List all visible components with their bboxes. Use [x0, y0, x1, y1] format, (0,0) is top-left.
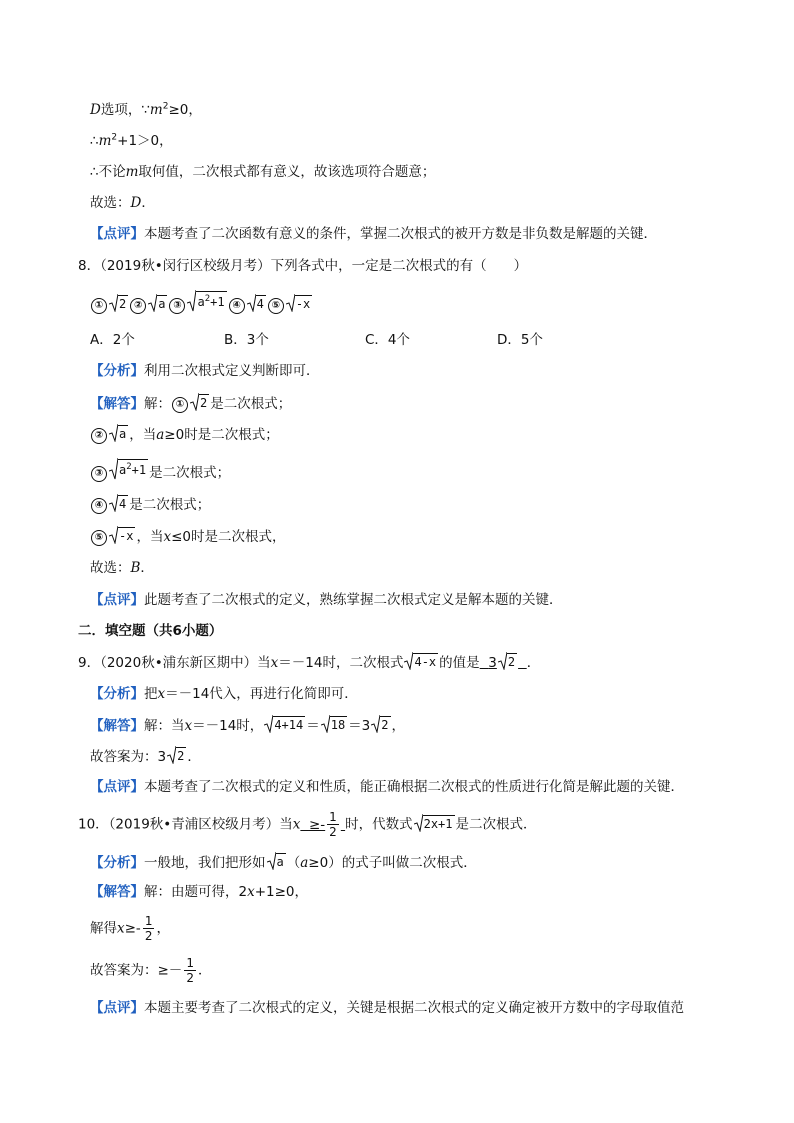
radical	[109, 294, 128, 312]
question-number: 10．	[78, 816, 109, 833]
question-text: （2020秋•浦东新区期中）当	[100, 655, 271, 671]
comment-tag: 【点评】	[90, 779, 144, 795]
text: 故选：	[90, 560, 131, 576]
radicand: 2x+1	[423, 816, 453, 831]
comment-tag: 【点评】	[90, 1000, 144, 1016]
solution-line	[90, 715, 405, 736]
section-title: 二．填空题（共6小题）	[78, 623, 223, 639]
text: 把	[144, 686, 158, 702]
text: +1＞0，	[117, 133, 173, 149]
radicand: 2	[200, 396, 208, 410]
radical	[267, 852, 286, 870]
radical	[498, 652, 517, 670]
section-header	[78, 621, 222, 641]
variable: x	[184, 718, 193, 734]
exponent: 2	[111, 132, 118, 143]
radical	[109, 526, 135, 544]
radical-sign-icon	[371, 715, 380, 733]
numerator: 1	[144, 914, 153, 928]
radical	[109, 458, 148, 480]
text: ＝－14时，	[192, 718, 264, 734]
variable: x	[163, 529, 172, 545]
exponent: 2	[204, 294, 211, 304]
radicand: a	[276, 855, 284, 869]
radicand: 18	[330, 718, 346, 732]
analysis-tag: 【分析】	[90, 686, 144, 702]
option-d	[497, 330, 543, 350]
text: 的值是	[439, 655, 480, 671]
radicand: 2	[381, 718, 389, 732]
d-option-line	[90, 100, 202, 120]
radicand	[118, 459, 148, 480]
text: 一般地，我们把形如	[144, 855, 266, 871]
therefore-line-1	[90, 131, 173, 151]
question-number: 8．	[78, 258, 101, 274]
radicand	[196, 291, 226, 312]
item-number: ⑤	[268, 298, 284, 314]
comment-text: 本题主要考查了二次根式的定义，关键是根据二次根式的定义确定被开方数中的字母取值范	[144, 1000, 684, 1016]
radical	[286, 294, 312, 312]
solution-tag: 【解答】	[90, 396, 144, 412]
solution-item-4	[90, 494, 210, 515]
text: 故答案为：3	[90, 749, 167, 765]
solution-tag: 【解答】	[90, 884, 144, 900]
text: ．	[141, 195, 155, 211]
item-number: ②	[91, 428, 107, 444]
radical-sign-icon	[109, 294, 118, 312]
fraction	[184, 956, 196, 985]
radical-sign-icon	[404, 652, 413, 670]
text: 取何值，二次根式都有意义，故该选项符合题意；	[138, 164, 436, 180]
solution-tag: 【解答】	[90, 718, 144, 734]
analysis-line	[90, 684, 358, 704]
variable: m	[149, 102, 163, 118]
text: 是二次根式；	[129, 497, 211, 513]
text: ，	[391, 718, 405, 734]
text: 是二次根式；	[210, 396, 292, 412]
item-number: ④	[91, 498, 107, 514]
radical-sign-icon	[267, 852, 276, 870]
item-number: ①	[172, 397, 188, 413]
text: 是二次根式．	[455, 816, 537, 833]
text: ，当	[129, 427, 157, 443]
text: ∴不论	[90, 164, 126, 180]
text: ，当	[136, 529, 164, 545]
solution-item-2	[90, 424, 279, 445]
radical	[109, 494, 128, 512]
option-a	[90, 330, 135, 350]
radical	[414, 814, 455, 832]
variable: x	[270, 655, 279, 671]
option-c-label: C．4个	[365, 332, 411, 348]
option-a-label: A．2个	[90, 332, 135, 348]
therefore-symbol: ∴	[90, 133, 99, 149]
analysis-line	[90, 361, 320, 381]
answer-text: ≥-	[308, 816, 326, 833]
comment-line	[90, 777, 684, 797]
option-b	[224, 330, 269, 350]
solve-line	[90, 914, 170, 943]
text: ．	[526, 655, 541, 671]
radical	[371, 715, 390, 733]
text: 选项，∵	[100, 102, 150, 118]
radicand: 2	[177, 749, 185, 763]
variable: x	[292, 816, 301, 833]
radical-sign-icon	[109, 458, 118, 480]
analysis-tag: 【分析】	[90, 855, 144, 871]
radical-sign-icon	[148, 294, 157, 312]
radical	[187, 290, 226, 312]
solution-item-5	[90, 526, 285, 547]
radical-sign-icon	[414, 814, 423, 832]
solution-line	[90, 882, 308, 902]
text: ．	[140, 560, 154, 576]
radical	[247, 294, 266, 312]
option-d-label: D．5个	[497, 332, 543, 348]
radicand: a	[158, 297, 166, 311]
exponent: 2	[126, 462, 132, 472]
text: 时，代数式	[345, 816, 413, 833]
comment-text: 本题考查了二次函数有意义的条件，掌握二次根式的被开方数是非负数是解题的关键．	[144, 226, 657, 242]
radical-sign-icon	[286, 294, 295, 312]
radical-sign-icon	[167, 746, 176, 764]
radicand: a	[119, 427, 127, 441]
text: 解得	[90, 920, 117, 937]
answer-line	[90, 746, 201, 767]
text: ，	[156, 920, 170, 937]
text: 解：由题可得，2	[144, 884, 248, 900]
text: ＝	[306, 718, 320, 734]
comment-text: 此题考查了二次根式的定义，熟练掌握二次根式定义是解本题的关键．	[144, 592, 563, 608]
analysis-text: 利用二次根式定义判断即可．	[144, 363, 320, 379]
radical	[167, 746, 186, 764]
radicand: -x	[119, 529, 134, 543]
text: 解：	[144, 396, 171, 412]
text: ＝－14代入，再进行化简即可．	[165, 686, 358, 702]
radical-sign-icon	[264, 715, 273, 733]
question-text: （2019秋•闵行区校级月考）下列各式中，一定是二次根式的有（ ）	[100, 258, 528, 274]
answer-coefficient: 3	[488, 655, 497, 671]
variable: x	[247, 884, 255, 900]
text: 故选：	[90, 195, 131, 211]
radical	[264, 715, 305, 733]
variable: m	[125, 164, 139, 180]
radical	[190, 393, 209, 411]
text: 是二次根式；	[149, 465, 231, 481]
variable: a	[300, 855, 309, 871]
comment-line	[90, 590, 563, 610]
analysis-line	[90, 852, 477, 873]
answer-letter: D	[130, 195, 142, 211]
denominator: 2	[186, 971, 194, 985]
text: ．	[197, 962, 212, 979]
item-number: ③	[169, 298, 185, 314]
radicand: 4+14	[274, 718, 304, 732]
text: 故答案为：≥－	[90, 962, 183, 979]
answer-line	[90, 193, 155, 213]
item-number: ⑤	[91, 530, 107, 546]
text: ≤0时是二次根式，	[171, 529, 286, 545]
radicand: 4-x	[414, 655, 437, 669]
text: ＝3	[348, 718, 371, 734]
item-number: ①	[91, 298, 107, 314]
text: ≥-	[124, 920, 141, 937]
comment-tag: 【点评】	[90, 592, 144, 608]
text: ≥0时是二次根式；	[164, 427, 279, 443]
radicand: -x	[295, 297, 311, 311]
radicand: 2	[507, 655, 516, 669]
variable: x	[117, 920, 125, 937]
question-10-header	[78, 810, 537, 839]
question-8-items	[90, 290, 313, 315]
item-number: ②	[130, 298, 146, 314]
radical	[321, 715, 347, 733]
radical-sign-icon	[109, 526, 118, 544]
radicand: 4	[256, 297, 264, 311]
text: ．	[187, 749, 201, 765]
answer-line	[90, 558, 154, 578]
comment-tag: 【点评】	[90, 226, 144, 242]
base: a	[119, 463, 127, 477]
text: （	[286, 855, 301, 871]
radicand: 2	[119, 297, 127, 311]
radical	[148, 294, 167, 312]
question-9-header	[78, 652, 540, 673]
therefore-line-2	[90, 162, 435, 182]
denominator: 2	[329, 825, 337, 839]
addend: +1	[210, 295, 225, 309]
radical-sign-icon	[498, 652, 507, 670]
numerator: 1	[329, 810, 337, 824]
radical-sign-icon	[109, 494, 118, 512]
exponent: 2	[162, 101, 169, 112]
answer-letter: B	[130, 560, 141, 576]
numerator: 1	[186, 956, 194, 970]
question-text: （2019秋•青浦区校级月考）当	[108, 816, 293, 833]
fraction	[143, 914, 155, 943]
radical-sign-icon	[247, 294, 256, 312]
addend: +1	[131, 463, 147, 477]
text: ≥0，	[168, 102, 202, 118]
variable: m	[98, 133, 112, 149]
option-b-label: B．3个	[224, 332, 269, 348]
option-letter: D	[90, 102, 101, 118]
analysis-tag: 【分析】	[90, 363, 144, 379]
question-8-header	[78, 256, 527, 276]
text: ≥0）的式子叫做二次根式．	[308, 855, 477, 871]
comment-line	[90, 224, 657, 244]
radical	[404, 652, 438, 670]
question-number: 9．	[78, 655, 101, 671]
solution-item-3	[90, 458, 230, 483]
answer-line	[90, 956, 211, 985]
variable: a	[156, 427, 165, 443]
comment-line	[90, 998, 684, 1018]
text: 解：当	[144, 718, 185, 734]
answer-blank	[480, 655, 527, 671]
item-number: ③	[91, 466, 107, 482]
text: +1≥0，	[254, 884, 309, 900]
radical-sign-icon	[109, 424, 118, 442]
answer-blank	[300, 810, 345, 839]
fraction	[327, 810, 339, 839]
radical	[109, 424, 128, 442]
text: ＝－14时，二次根式	[278, 655, 404, 671]
radicand: 4	[119, 497, 127, 511]
radical-sign-icon	[190, 393, 199, 411]
denominator: 2	[144, 929, 153, 943]
radical-sign-icon	[321, 715, 330, 733]
item-number: ④	[229, 298, 245, 314]
option-c	[365, 330, 410, 350]
variable: x	[157, 686, 166, 702]
base: a	[197, 295, 205, 309]
solution-line	[90, 393, 291, 414]
comment-text: 本题考查了二次根式的定义和性质，能正确根据二次根式的性质进行化简是解此题的关键．	[144, 779, 684, 795]
radical-sign-icon	[187, 290, 196, 312]
